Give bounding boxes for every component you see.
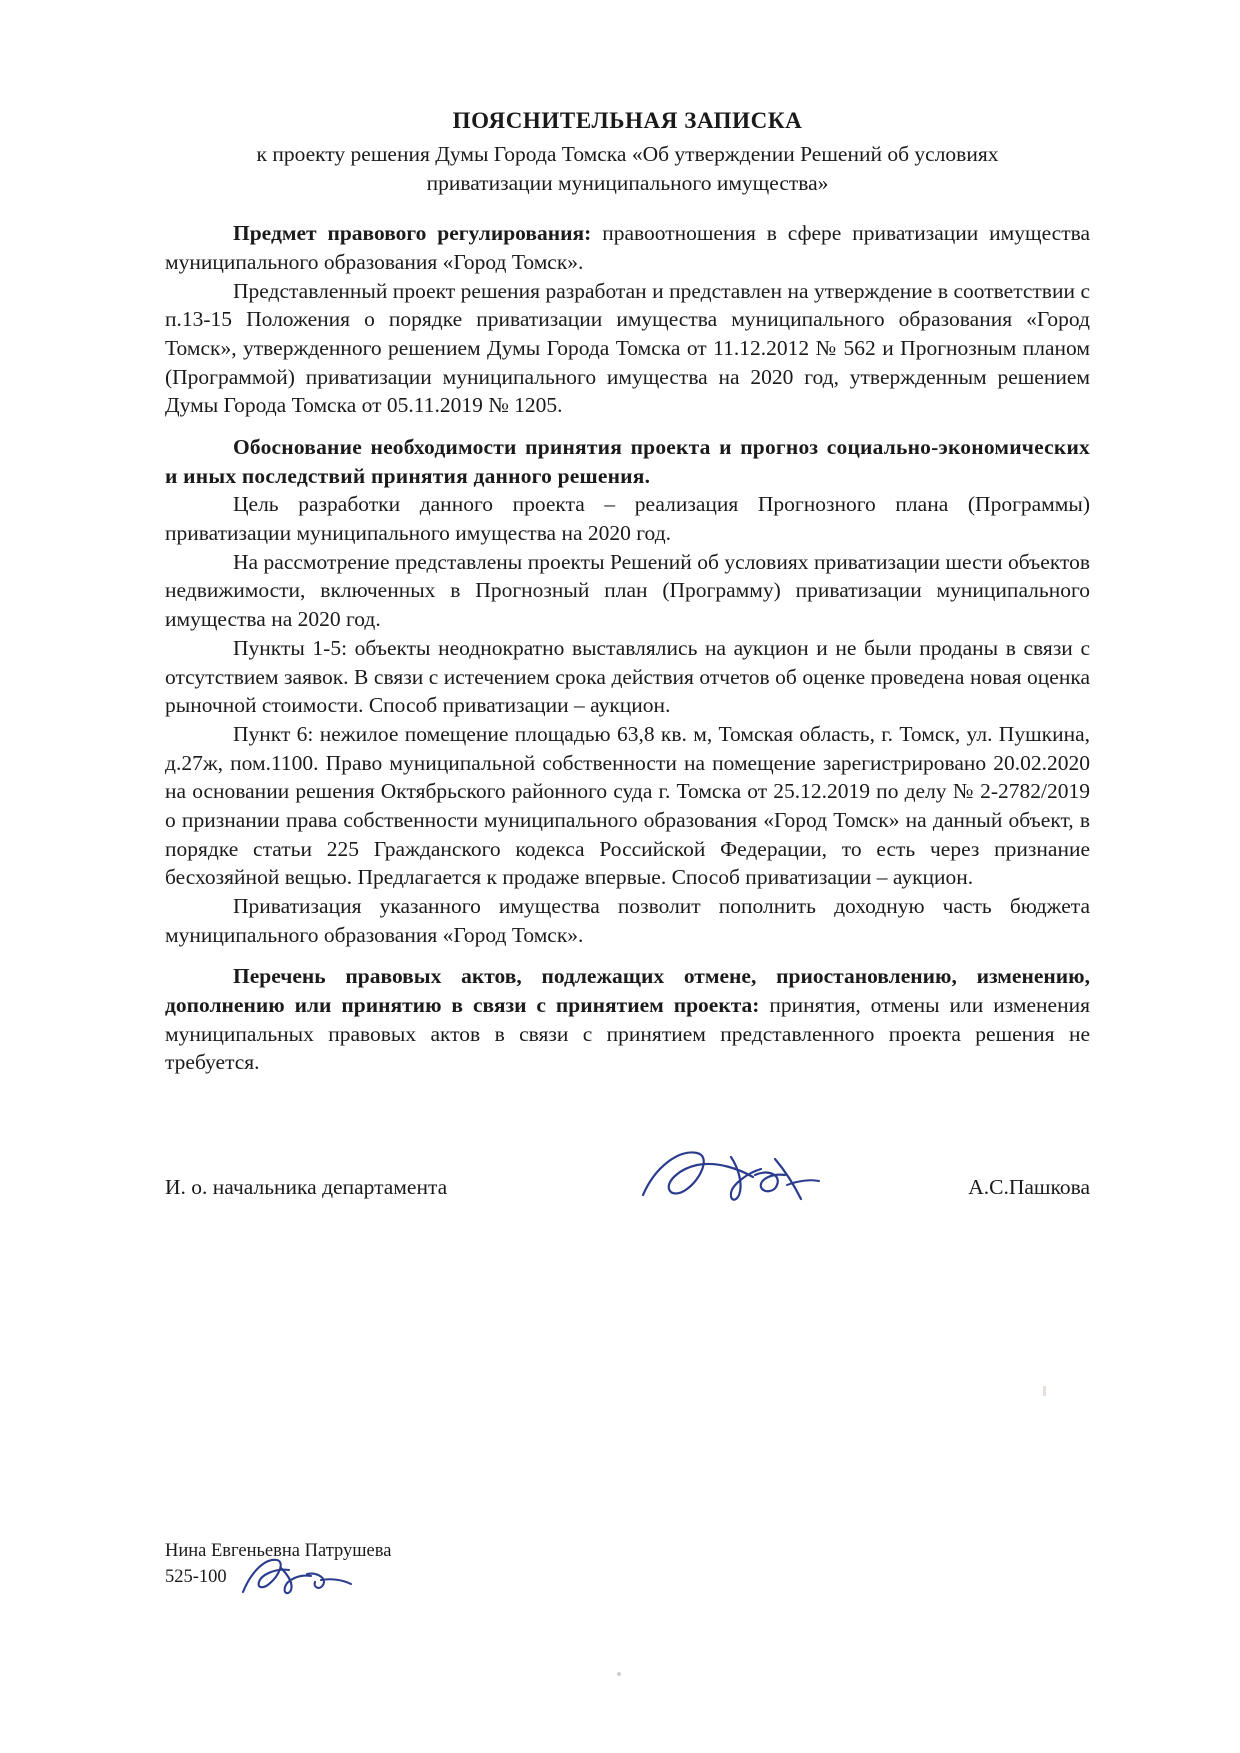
paragraph-items-1-5: [165, 634, 1090, 720]
paragraph-lead: Обоснование необходимости принятия проекта и прогноз социально-экономических и иных последствий принятия данного решения.: [165, 435, 1090, 488]
paragraph-subject: [165, 219, 1090, 276]
executor-name: Нина Евгеньевна Патрушева: [165, 1541, 392, 1562]
document-subtitle: к проекту решения Думы Города Томска «Об утверждении Решений об условиях приватизации муниципального имущества»: [256, 142, 999, 195]
signature-block: [165, 1151, 1090, 1221]
paragraph-text: правоотношения в сфере приватизации имущества муниципального образования «Город Томск».: [165, 221, 1090, 274]
page-artifact: [1043, 1386, 1046, 1396]
paragraph-goal: [165, 490, 1090, 547]
paragraph-text: На рассмотрение представлены проекты Решений об условиях приватизации шести объектов недвижимости, включенных в Прогнозный план (Программу) приватизации муниципального имущества на 2020 год.: [165, 549, 1090, 632]
paragraph-lead: Предмет правового регулирования:: [233, 221, 592, 246]
paragraph-text: Пункты 1-5: объекты неоднократно выставлялись на аукцион и не были проданы в связи с отсутствием заявок. В связи с истечением срока действия отчетов об оценке проведена новая оценка рыночной стоимости. Способ приватизации – аукцион.: [165, 635, 1090, 718]
executor-phone: 525-100: [165, 1567, 227, 1587]
paragraph-text: Представленный проект решения разработан и представлен на утверждение в соответствии с п.13-15 Положения о порядке приватизации имущества муниципального образования «Город Томск», утвержденного решением Думы Города Томска от 11.12.2012 № 562 и Прогнозным планом (Программой) приватизации муниципального имущества на 2020 год, утвержденным решением Думы Города Томска от 05.11.2019 № 1205.: [165, 278, 1090, 418]
page-title: ПОЯСНИТЕЛЬНАЯ ЗАПИСКА: [452, 108, 803, 133]
page-footer-artifact: [617, 1672, 621, 1676]
paragraph-text: Приватизация указанного имущества позволит пополнить доходную часть бюджета муниципального образования «Город Томск».: [165, 894, 1090, 947]
paragraph-item-6: [165, 720, 1090, 892]
paragraph-basis: [165, 277, 1090, 420]
paragraph-budget: [165, 892, 1090, 949]
signature-name: А.С.Пашкова: [968, 1175, 1090, 1200]
paragraph-legal-acts: [165, 962, 1090, 1077]
signature-position: И. о. начальника департамента: [165, 1175, 448, 1200]
executor-phone-row: [165, 1564, 391, 1598]
paragraph-text: принятия, отмены или изменения муниципальных правовых актов в связи с принятием представленного проекта решения не требуется.: [165, 993, 1090, 1075]
paragraph-objects: [165, 548, 1090, 634]
paragraph-text: Цель разработки данного проекта – реализация Прогнозного плана (Программы) приватизации муниципального имущества на 2020 год.: [165, 492, 1090, 546]
paragraph-text: Пункт 6: нежилое помещение площадью 63,8 кв. м, Томская область, г. Томск, ул. Пушкина, д.27ж, пом.1100. Право муниципальной собственности на помещение зарегистрировано 20.02.2020 на основании решения Октябрьского районного суда г. Томска от 25.12.2019 по делу № 2-2782/2019 о признании права собственности муниципального образования «Город Томск» на данный объект, в порядке статьи 225 Гражданского кодекса Российской Федерации, то есть через признание бесхозяйной вещью. Предлагается к продаже впервые. Способ приватизации – аукцион.: [165, 721, 1090, 890]
handwritten-initials-icon: [237, 1552, 357, 1598]
executor-info: [165, 1540, 391, 1598]
handwritten-signature-icon: [635, 1145, 825, 1207]
paragraph-lead: Перечень правовых актов, подлежащих отмене, приостановлению, изменению, дополнению или принятию в связи с принятием проекта:: [165, 964, 1090, 1018]
paragraph-justification-heading: [165, 433, 1090, 490]
